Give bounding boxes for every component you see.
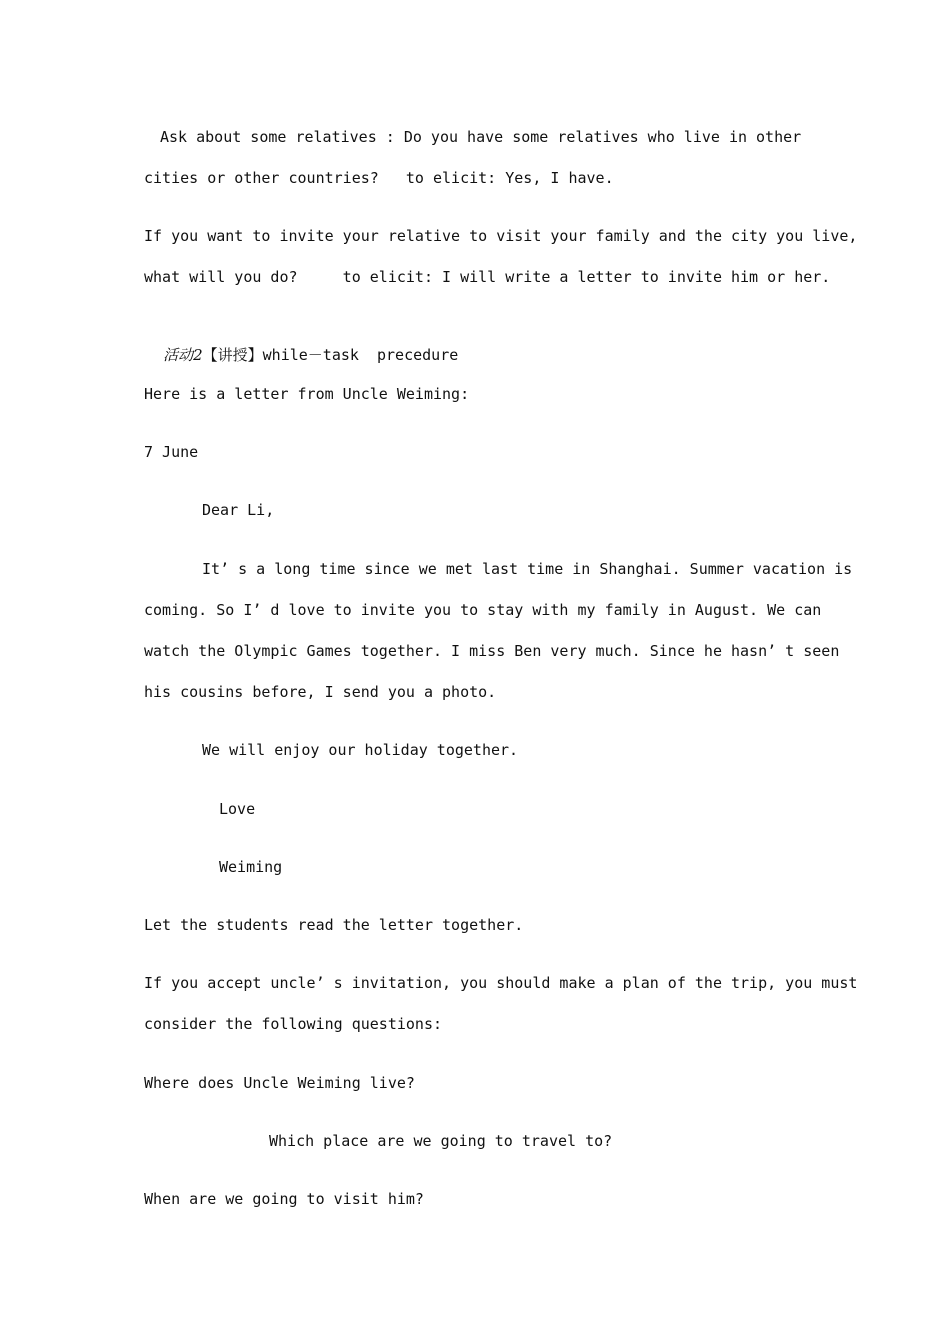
intro-line-1: Ask about some relatives : Do you have some relatives who live in other [160, 128, 802, 146]
letter-signature: Weiming [219, 858, 283, 876]
letter-body-line-3: watch the Olympic Games together. I miss Ben very much. Since he hasn’ t seen [144, 642, 840, 660]
intro-line-2: cities or other countries? to elicit: Yes, I have. [144, 169, 614, 187]
letter-body-line-1: It’ s a long time since we met last time in Shanghai. Summer vacation is [202, 560, 853, 578]
intro-line-3: If you want to invite your relative to visit your family and the city you live, [144, 227, 858, 245]
letter-signoff: Love [219, 800, 256, 818]
letter-date: 7 June [144, 443, 199, 461]
activity-heading [144, 325, 458, 385]
question-3: When are we going to visit him? [144, 1190, 424, 1208]
read-instruction: Let the students read the letter together. [144, 916, 524, 934]
letter-greeting: Dear Li, [202, 501, 275, 519]
intro-line-4: what will you do? to elicit: I will write a letter to invite him or her. [144, 268, 831, 286]
letter-body-line-2: coming. So I’ d love to invite you to stay with my family in August. We can [144, 601, 822, 619]
letter-intro: Here is a letter from Uncle Weiming: [144, 385, 470, 403]
activity-tag: 【讲授】 [202, 346, 263, 364]
question-2: Which place are we going to travel to? [269, 1132, 613, 1150]
plan-line-2: consider the following questions: [144, 1015, 443, 1033]
letter-closing-line: We will enjoy our holiday together. [202, 741, 519, 759]
plan-line-1: If you accept uncle’ s invitation, you should make a plan of the trip, you must [144, 974, 858, 992]
letter-body-line-4: his cousins before, I send you a photo. [144, 683, 497, 701]
question-1: Where does Uncle Weiming live? [144, 1074, 415, 1092]
activity-label: 活动2 [163, 346, 203, 364]
activity-title: while－task precedure [262, 346, 459, 364]
